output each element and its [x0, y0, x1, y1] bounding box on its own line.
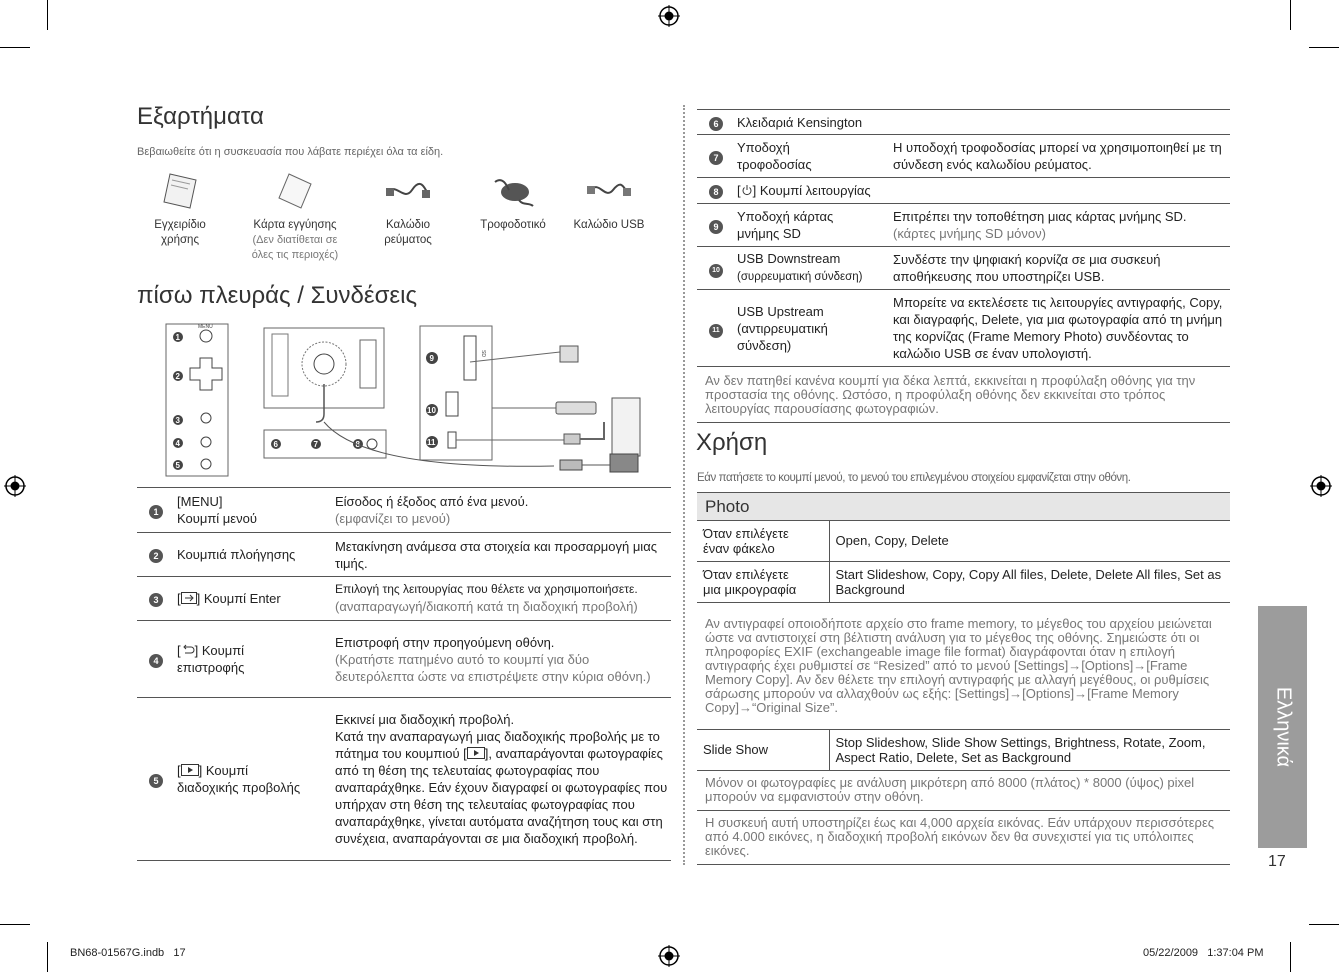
crop-mark	[0, 924, 30, 925]
registration-mark-icon	[4, 475, 26, 497]
row-value: Start Slideshow, Copy, Copy All files, Delete, Delete All files, Set as Background	[829, 561, 1230, 602]
accessory-warranty	[240, 172, 350, 263]
return-icon	[181, 644, 195, 656]
diagram-number: 3	[175, 416, 180, 425]
row-description: Μπορείτε να εκτελέσετε τις λειτουργίες αντιγραφής, Copy, και διαγραφής, Delete, για μια φωτογραφία από τη μνήμη της κορνίζας (Frame Memory Photo) συνδέοντας το καλώδιο USB σε έναν υπολογιστή.	[893, 290, 1230, 367]
language-tab	[1258, 606, 1307, 848]
table-row	[697, 135, 1230, 178]
crop-mark	[0, 47, 30, 48]
number-badge: 3	[149, 593, 163, 607]
diagram-number: 11	[427, 438, 436, 447]
table-row	[697, 561, 1230, 602]
row-description: Εκκινεί μια διαδοχική προβολή. Κατά την αναπαραγωγή μιας διαδοχικής προβολής με το πάτημα του κουμπιού [ ], αναπαράγονται φωτογραφίες από τη θέση της τελευταίας φωτογραφίας που αναπαράχθηκε. Εάν έχουν διαγραφεί οι φωτογραφίες που υπήρχαν στη θέση της τελευταίας φωτογραφίας που αναπαράχθηκε, γίνεται αυτόματα αναζήτηση τους και στη συνέχεια, αναπαράγονται σε μια διαδοχική προβολή.	[335, 698, 671, 861]
row-label: Υποδοχή τροφοδοσίας	[735, 135, 893, 178]
row-label: [ ] Κουμπί επιστροφής	[175, 621, 335, 698]
usb-cable-icon	[585, 172, 633, 210]
table-row	[697, 204, 1230, 247]
crop-mark	[1309, 924, 1339, 925]
row-description: Η υποδοχή τροφοδοσίας μπορεί να χρησιμοποιηθεί με τη σύνδεση ενός καλωδίου ρεύματος.	[893, 135, 1230, 178]
registration-mark-icon	[658, 5, 680, 27]
row-label: Όταν επιλέγετε έναν φάκελο	[697, 521, 829, 561]
accessory-label: Κάρτα εγγύησης	[253, 219, 337, 231]
file-limit-note: Η συσκευή αυτή υποστηρίζει έως και 4,000 αρχεία εικόνας. Εάν υπάρχουν περισσότερες από 4.000 εικόνες, η διαδοχική προβολή εικόνων δεν θα συνεχιστεί για τις υπόλοιπες εικόνες.	[697, 810, 1230, 864]
crop-mark	[1290, 0, 1291, 30]
accessory-label: χρήσης	[160, 234, 199, 246]
row-description: Μετακίνηση ανάμεσα στα στοιχεία και προσαρμογή μιας τιμής.	[335, 533, 671, 577]
crop-mark	[47, 942, 48, 972]
photo-menu-table	[697, 521, 1230, 865]
power-cable-icon	[384, 172, 432, 210]
accessory-label: Εγχειρίδιο	[154, 219, 206, 231]
accessory-label: Τροφοδοτικό	[480, 219, 546, 231]
table-row	[697, 729, 1230, 770]
diagram-number: 8	[355, 440, 360, 449]
crop-mark	[1290, 942, 1291, 972]
column-divider	[683, 105, 685, 865]
copy-note: Αν αντιγραφεί οποιοδήποτε αρχείο στο frame memory, το μέγεθος του αρχείου μειώνεται ώστε να αντιστοιχεί στη βέλτιστη ανάλυση για το μέγεθος της οθόνης. Σημειώστε ότι οι πληροφορίες EXIF (exchangeable image file format) διαγράφονται όταν η επιλογή αντιγραφής έχει ρυθμιστεί σε “Resized” από το μενού [Settings]→[Options]→[Frame Memory Copy]. Αν δεν θέλετε την επιλογή αντιγραφής με αλλαγή μεγέθους, οι ρυθμίσεις σάρωσης μπορούν να αλλαχθούν ως εξής: [Settings]→[Options]→[Frame Memory Copy]→“Original Size”.	[697, 602, 1230, 729]
power-adapter-icon	[489, 172, 537, 210]
registration-mark-icon	[1310, 475, 1332, 497]
crop-mark	[47, 0, 48, 30]
row-label: [ ] Κουμπί διαδοχικής προβολής	[175, 698, 335, 861]
table-row	[697, 602, 1230, 729]
manual-icon	[160, 172, 200, 210]
row-label: Slide Show	[697, 729, 829, 770]
row-label: Υποδοχή κάρτας μνήμης SD	[735, 204, 893, 247]
footer-datetime: 05/22/2009 1:37:04 PM	[1143, 947, 1264, 959]
table-row	[697, 367, 1230, 423]
number-badge: 10	[709, 264, 723, 278]
table-row	[697, 110, 1230, 135]
ports-table	[697, 109, 1230, 423]
power-icon	[741, 184, 753, 196]
number-badge: 9	[709, 220, 723, 234]
table-row	[137, 488, 671, 533]
table-row	[697, 521, 1230, 561]
accessory-label: Καλώδιο USB	[573, 219, 645, 231]
number-badge: 6	[709, 117, 723, 131]
row-label: USB Downstream (συρρευματική σύνδεση)	[735, 247, 893, 290]
diagram-number: 6	[273, 440, 278, 449]
diagram-number: 10	[427, 406, 436, 415]
row-label: Όταν επιλέγετε μια μικρογραφία	[697, 561, 829, 602]
row-label: [ ] Κουμπί λειτουργίας	[735, 178, 1230, 204]
screensaver-note: Αν δεν πατηθεί κανένα κουμπί για δέκα λεπτά, εκκινείται η προφύλαξη οθόνης για την προστασία της οθόνης. Ωστόσο, η προφύλαξη οθόνης δεν εκκινείται στο τρόπος λειτουργίας παρουσίασης φωτογραφιών.	[697, 367, 1230, 423]
row-label: USB Upstream (αντιρρευματική σύνδεση)	[735, 290, 893, 367]
row-description: Επιλογή της λειτουργίας που θέλετε να χρησιμοποιήσετε. (αναπαραγωγή/διακοπή κατά τη διαδοχική προβολή)	[335, 577, 671, 621]
diagram-number: 1	[175, 333, 180, 342]
page-number: 17	[1268, 853, 1286, 870]
number-badge: 8	[709, 185, 723, 199]
footer-file: BN68-01567G.indb 17	[70, 947, 186, 959]
number-badge: 11	[709, 324, 723, 338]
number-badge: 7	[709, 151, 723, 165]
language-label: Ελληνικά	[1272, 686, 1294, 768]
rear-title: πίσω πλευράς / Συνδέσεις	[137, 282, 418, 309]
rear-buttons-table	[137, 487, 671, 861]
number-badge: 4	[149, 654, 163, 668]
number-badge: 2	[149, 549, 163, 563]
diagram-number: 4	[175, 439, 180, 448]
row-description: Επιτρέπει την τοποθέτηση μιας κάρτας μνήμης SD. (κάρτες μνήμης SD μόνον)	[893, 204, 1230, 247]
row-label: [MENU] Κουμπί μενού	[175, 488, 335, 533]
row-description: Είσοδος ή έξοδος από ένα μενού. (εμφανίζει το μενού)	[335, 488, 671, 533]
row-label: Κουμπιά πλοήγησης	[175, 533, 335, 577]
table-row	[137, 621, 671, 698]
row-description: Επιστροφή στην προηγούμενη οθόνη. (Κρατήστε πατημένο αυτό το κουμπί για δύο δευτερόλεπτα ώστε να επιστρέψετε στην κύρια οθόνη.)	[335, 621, 671, 698]
resolution-note: Μόνον οι φωτογραφίες με ανάλυση μικρότερη από 8000 (πλάτος) * 8000 (ύψος) pixel μπορούν να εμφανιστούν στην οθόνη.	[697, 770, 1230, 810]
number-badge: 1	[149, 505, 163, 519]
accessories-title: Εξαρτήματα	[137, 103, 264, 130]
table-row	[137, 698, 671, 861]
accessory-power-cable	[368, 172, 448, 248]
usage-intro: Εάν πατήσετε το κουμπί μενού, το μενού του επιλεγμένου στοιχείου εμφανίζεται στην οθόνη.	[697, 472, 1131, 484]
accessory-usb-cable	[566, 172, 652, 233]
slideshow-icon	[181, 764, 199, 776]
accessory-adapter	[472, 172, 554, 233]
diagram-number: 5	[175, 461, 180, 470]
table-row	[697, 178, 1230, 204]
enter-icon	[181, 592, 197, 604]
rear-panel-diagram	[164, 322, 674, 482]
warranty-card-icon	[275, 172, 315, 210]
table-row	[697, 810, 1230, 864]
accessory-label: ρεύματος	[384, 234, 432, 246]
row-label: Κλειδαριά Kensington	[735, 110, 1230, 135]
table-row	[137, 577, 671, 621]
table-row	[697, 770, 1230, 810]
diagram-number: 2	[175, 372, 180, 381]
accessory-label: Καλώδιο	[385, 219, 431, 231]
row-value: Open, Copy, Delete	[829, 521, 1230, 561]
accessories-intro: Βεβαιωθείτε ότι η συσκευασία που λάβατε περιέχει όλα τα είδη.	[137, 146, 444, 158]
accessory-note: (Δεν διατίθεται σε όλες τις περιοχές)	[251, 234, 339, 261]
table-row	[697, 290, 1230, 367]
crop-mark	[1309, 47, 1339, 48]
row-value: Stop Slideshow, Slide Show Settings, Brightness, Rotate, Zoom, Aspect Ratio, Delete, Set as Background	[829, 729, 1230, 770]
menu-mark: MENU	[198, 324, 213, 330]
registration-mark-icon	[658, 945, 680, 967]
diagram-number: 7	[313, 440, 318, 449]
diagram-number: 9	[429, 354, 434, 363]
accessory-manual	[138, 172, 222, 248]
sd-mark: SD	[480, 350, 486, 357]
usage-title: Χρήση	[696, 429, 768, 456]
number-badge: 5	[149, 774, 163, 788]
row-label: [ ] Κουμπί Enter	[175, 577, 335, 621]
table-row	[697, 247, 1230, 290]
table-row	[137, 533, 671, 577]
slideshow-icon	[467, 747, 485, 759]
row-description: Συνδέστε την ψηφιακή κορνίζα σε μια συσκευή αποθήκευσης που υποστηρίζει USB.	[893, 247, 1230, 290]
photo-section-header: Photo	[697, 492, 1230, 521]
